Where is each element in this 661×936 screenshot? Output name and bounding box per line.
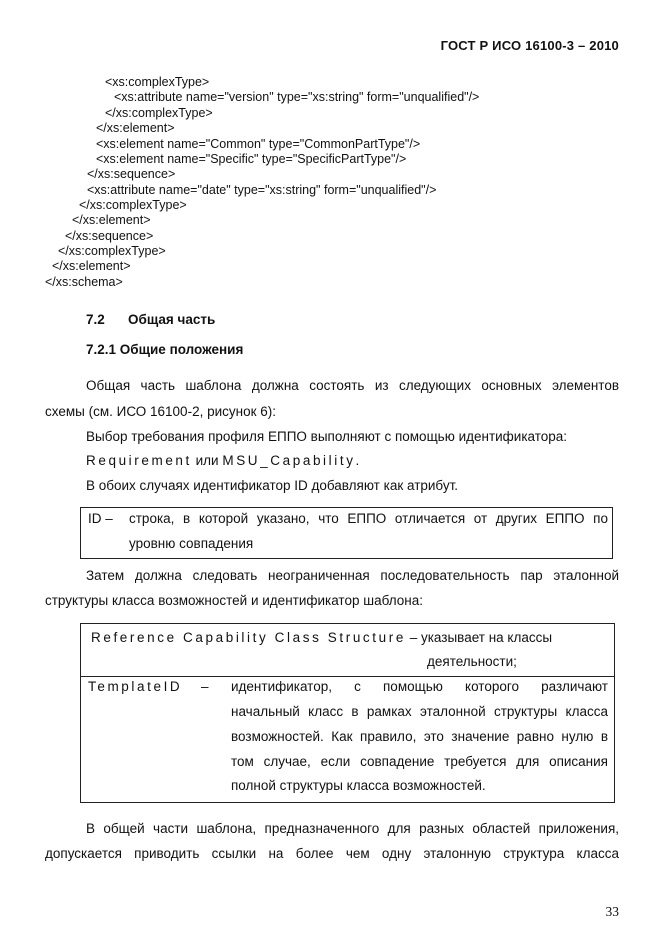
table-divider xyxy=(80,676,615,677)
paragraph-line: схемы (см. ИСО 16100-2, рисунок 6): xyxy=(45,404,276,419)
xml-line: </xs:sequence> xyxy=(65,229,154,243)
paragraph-line: В общей части шаблона, предназначенного для разных областей приложения, xyxy=(86,821,619,836)
term-description: возможностей. Как правило, это значение равно нулю в xyxy=(231,729,608,744)
definition-text: строка, в которой указано, что ЕППО отличается от других ЕППО по xyxy=(129,511,608,526)
xml-line: <xs:element name="Specific" type="SpecificPartType"/> xyxy=(96,152,407,166)
paragraph-line: допускается приводить ссылки на более чем одну эталонную структура класса xyxy=(45,846,619,861)
xml-line: </xs:element> xyxy=(52,259,131,273)
xml-line: <xs:element name="Common" type="CommonPartType"/> xyxy=(96,137,421,151)
term-reference-capability: Reference Capability Class Structure xyxy=(91,630,406,645)
term-dash: – xyxy=(405,630,421,645)
document-header: ГОСТ Р ИСО 16100-3 – 2010 xyxy=(440,38,619,53)
code-term: Requirement xyxy=(86,453,192,468)
page-number: 33 xyxy=(605,904,619,919)
xml-line: </xs:schema> xyxy=(45,275,123,289)
term-description: полной структуры класса возможностей. xyxy=(231,778,486,793)
xml-line: <xs:attribute name="date" type="xs:string" form="unqualified"/> xyxy=(87,183,437,197)
xml-line: </xs:element> xyxy=(96,121,175,135)
term-description: указывает на классы xyxy=(420,630,553,645)
table-row-1 xyxy=(91,630,552,645)
definition-term: ID – xyxy=(88,511,113,526)
paragraph-line: структуры класса возможностей и идентификатор шаблона: xyxy=(45,593,423,608)
code-term: MSU_Capability xyxy=(222,453,356,468)
term-dash: – xyxy=(201,679,209,694)
period: . xyxy=(355,453,360,468)
xml-line: </xs:element> xyxy=(72,213,151,227)
xml-line: <xs:attribute name="version" type="xs:string" form="unqualified"/> xyxy=(114,90,480,104)
section-title: Общая часть xyxy=(128,312,216,327)
paragraph-line: В обоих случаях идентификатор ID добавляют как атрибут. xyxy=(86,478,459,493)
xml-line: </xs:complexType> xyxy=(105,106,213,120)
xml-line: </xs:complexType> xyxy=(58,244,166,258)
paragraph-line: Общая часть шаблона должна состоять из следующих основных элементов xyxy=(86,378,619,393)
term-description: начальный класс в рамках эталонной структуры класса xyxy=(231,704,608,719)
term-description: идентификатор, с помощью которого различают xyxy=(231,679,608,694)
term-description: том случае, если совпадение требуется для описания xyxy=(231,754,608,769)
xml-line: </xs:sequence> xyxy=(87,167,176,181)
identifier-line xyxy=(86,453,359,468)
paragraph-line: Затем должна следовать неограниченная последовательность пар эталонной xyxy=(86,568,619,583)
xml-line: </xs:complexType> xyxy=(79,198,187,212)
definition-text: уровню совпадения xyxy=(129,536,254,551)
section-number: 7.2 xyxy=(86,312,105,327)
term-description: деятельности; xyxy=(427,654,517,669)
conjunction: или xyxy=(191,453,223,468)
xml-line: <xs:complexType> xyxy=(105,75,210,89)
paragraph-line: Выбор требования профиля ЕППО выполняют с помощью идентификатора: xyxy=(86,429,568,444)
subsection-title: 7.2.1 Общие положения xyxy=(86,342,244,357)
term-templateid: TemplateID xyxy=(88,679,183,694)
